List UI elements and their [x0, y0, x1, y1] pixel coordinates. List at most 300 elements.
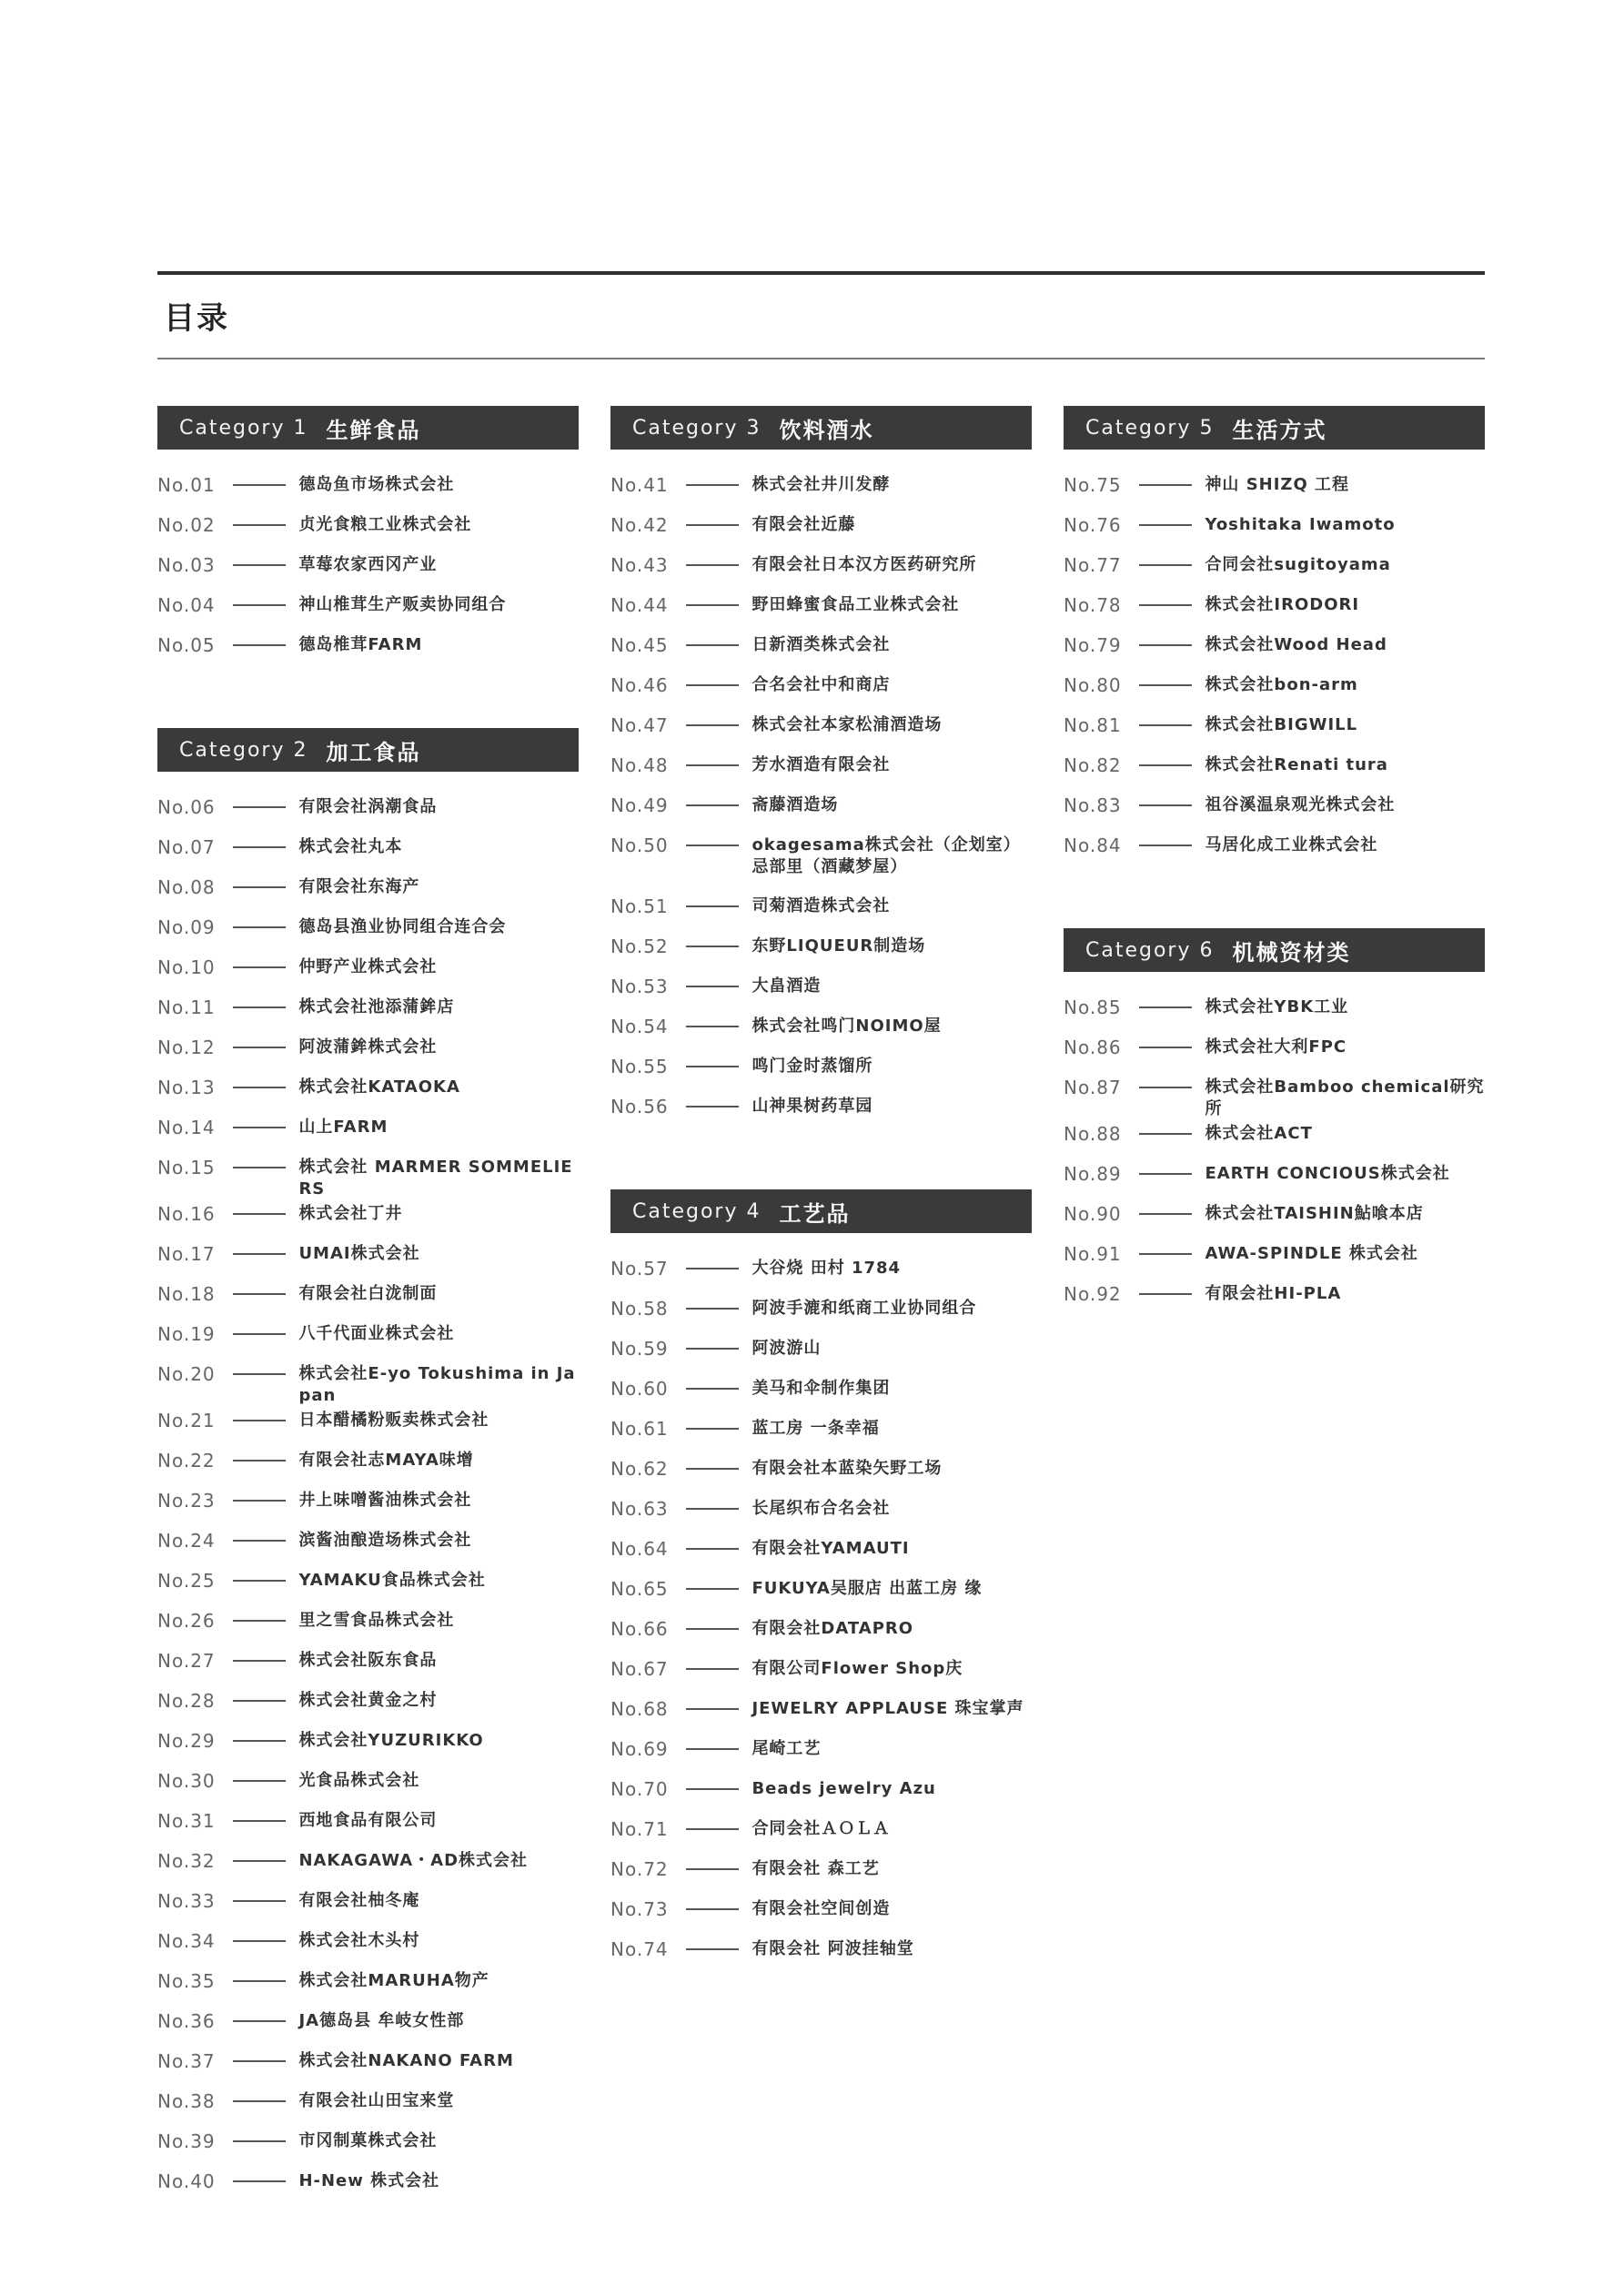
leader-line	[686, 1588, 739, 1590]
list-item[interactable]	[157, 1607, 579, 1647]
leader-line	[233, 1373, 286, 1375]
entry-name: 株式会社本家松浦酒造场	[751, 715, 943, 734]
column-3	[1064, 406, 1485, 1377]
list-item[interactable]	[610, 1335, 1032, 1375]
category-name: 加工食品	[326, 739, 421, 765]
leader-line	[233, 1006, 286, 1008]
list-item[interactable]	[610, 1093, 1032, 1133]
leader-line	[1139, 804, 1192, 806]
category-name: 机械资材类	[1232, 939, 1351, 966]
leader-line	[686, 946, 739, 947]
entry-name: 株式会社IRODORI	[1205, 595, 1360, 614]
list-item[interactable]	[610, 1936, 1032, 1976]
entry-name: 马居化成工业株式会社	[1205, 835, 1378, 855]
list-item[interactable]	[610, 1775, 1032, 1816]
entry-number: No.41	[610, 474, 669, 496]
entry-name: 株式会社 MARMER SOMMELIERS	[298, 1158, 573, 1199]
list-item[interactable]	[610, 1255, 1032, 1295]
entry-number: No.05	[157, 634, 216, 656]
entry-name: EARTH CONCIOUS株式会社	[1205, 1164, 1450, 1183]
entry-number: No.61	[610, 1418, 669, 1440]
leader-line	[686, 1026, 739, 1027]
leader-line	[233, 1740, 286, 1742]
entry-list	[1064, 471, 1485, 872]
list-item[interactable]	[610, 1375, 1032, 1415]
entry-number: No.04	[157, 594, 216, 616]
entry-number: No.19	[157, 1323, 216, 1345]
list-item[interactable]	[1064, 1200, 1485, 1240]
entry-name: 有限会社HI-PLA	[1205, 1284, 1342, 1303]
entry-name: 合名会社中和商店	[751, 675, 891, 694]
leader-line	[233, 2140, 286, 2142]
list-item[interactable]	[610, 1053, 1032, 1093]
entry-number: No.39	[157, 2130, 216, 2152]
list-item[interactable]	[157, 1487, 579, 1527]
leader-line	[233, 1047, 286, 1048]
list-item[interactable]	[157, 1807, 579, 1847]
list-item[interactable]	[1064, 1280, 1485, 1320]
leader-line	[686, 684, 739, 686]
list-item[interactable]	[157, 794, 579, 834]
leader-line	[233, 1820, 286, 1822]
entry-name: 株式会社池添蒲鉾店	[298, 997, 455, 1017]
leader-line	[1139, 604, 1192, 606]
entry-list	[610, 471, 1032, 1133]
entry-number: No.57	[610, 1258, 669, 1279]
entry-name: okagesama株式会社（企划室） 忌部里（酒藏梦屋）	[751, 835, 1021, 876]
entry-number: No.28	[157, 1690, 216, 1712]
leader-line	[233, 1940, 286, 1942]
leader-line	[233, 2020, 286, 2022]
list-item[interactable]	[1064, 632, 1485, 672]
entry-name: 德岛椎茸FARM	[298, 635, 423, 654]
entry-name: 东野LIQUEUR制造场	[751, 936, 926, 956]
category-name: 生活方式	[1232, 417, 1327, 443]
leader-line	[686, 524, 739, 526]
leader-line	[233, 1127, 286, 1128]
leader-line	[686, 1628, 739, 1630]
entry-number: No.85	[1064, 996, 1122, 1018]
entry-name: 斋藤酒造场	[751, 795, 839, 814]
list-item[interactable]	[610, 1295, 1032, 1335]
list-item[interactable]	[1064, 832, 1485, 872]
entry-number: No.06	[157, 796, 216, 818]
entry-name: 大谷烧 田村 1784	[751, 1259, 902, 1278]
leader-line	[233, 564, 286, 566]
entry-name: 株式会社bon-arm	[1205, 675, 1358, 694]
list-item[interactable]	[610, 712, 1032, 752]
category-name: 生鲜食品	[326, 417, 421, 443]
list-item[interactable]	[610, 933, 1032, 973]
entry-number: No.89	[1064, 1163, 1122, 1185]
entry-list	[157, 794, 579, 2208]
leader-line	[233, 1780, 286, 1782]
leader-line	[686, 604, 739, 606]
leader-line	[1139, 1253, 1192, 1255]
leader-line	[686, 986, 739, 987]
list-item[interactable]	[610, 511, 1032, 551]
entry-name: 有限会社日本汉方医药研究所	[751, 555, 977, 574]
leader-line	[686, 644, 739, 646]
leader-line	[686, 905, 739, 907]
leader-line	[1139, 564, 1192, 566]
entry-name: 西地食品有限公司	[298, 1811, 438, 1830]
entry-name: 日本醋橘粉贩卖株式会社	[298, 1411, 489, 1430]
list-item[interactable]	[1064, 511, 1485, 551]
entry-name: 株式会社鸣门NOIMO屋	[751, 1017, 942, 1036]
entry-name: 长尾织布合名会社	[751, 1499, 891, 1518]
entry-number: No.81	[1064, 714, 1122, 736]
list-item[interactable]	[610, 1013, 1032, 1053]
leader-line	[686, 1268, 739, 1269]
entry-number: No.83	[1064, 794, 1122, 816]
leader-line	[233, 1860, 286, 1862]
entry-number: No.24	[157, 1530, 216, 1552]
category-header	[610, 1189, 1032, 1233]
category-label: Category 1	[179, 416, 308, 440]
entry-number: No.82	[1064, 754, 1122, 776]
entry-name: 尾崎工艺	[751, 1739, 822, 1758]
entry-name: 有限会社白泷制面	[298, 1284, 438, 1303]
entry-number: No.56	[610, 1096, 669, 1118]
entry-number: No.45	[610, 634, 669, 656]
list-item[interactable]	[157, 2128, 579, 2168]
entry-number: No.92	[1064, 1283, 1122, 1305]
leader-line	[686, 1388, 739, 1390]
list-item[interactable]	[610, 792, 1032, 832]
entry-name: 里之雪食品株式会社	[298, 1611, 455, 1630]
entry-name: 阿波蒲鉾株式会社	[298, 1037, 438, 1057]
leader-line	[233, 2180, 286, 2182]
list-item[interactable]	[610, 592, 1032, 632]
leader-line	[1139, 644, 1192, 646]
list-item[interactable]	[157, 1154, 579, 1200]
leader-line	[233, 2060, 286, 2062]
entry-list	[610, 1255, 1032, 1976]
entry-name: NAKAGAWA・AD株式会社	[298, 1851, 529, 1870]
entry-name: 株式会社丁井	[298, 1204, 403, 1223]
entry-number: No.40	[157, 2170, 216, 2192]
list-item[interactable]	[610, 471, 1032, 511]
list-item[interactable]	[157, 551, 579, 592]
entry-name: 山上FARM	[298, 1118, 388, 1137]
list-item[interactable]	[610, 1856, 1032, 1896]
entry-number: No.42	[610, 514, 669, 536]
list-item[interactable]	[610, 752, 1032, 792]
entry-name: 株式会社KATAOKA	[298, 1077, 460, 1097]
list-item[interactable]	[610, 832, 1032, 893]
entry-name: JEWELRY APPLAUSE 珠宝掌声	[751, 1699, 1024, 1718]
entry-name: 市冈制菓株式会社	[298, 2131, 438, 2150]
entry-number: No.02	[157, 514, 216, 536]
entry-name: 有限会社空间创造	[751, 1899, 891, 1918]
list-item[interactable]	[157, 1967, 579, 2008]
list-item[interactable]	[1064, 471, 1485, 511]
entry-name: 株式会社YUZURIKKO	[298, 1731, 484, 1750]
entry-number: No.09	[157, 916, 216, 938]
entry-name: 大畠酒造	[751, 976, 822, 996]
list-item[interactable]	[1064, 1120, 1485, 1160]
entry-number: No.51	[610, 895, 669, 917]
entry-number: No.64	[610, 1538, 669, 1560]
entry-number: No.10	[157, 956, 216, 978]
list-item[interactable]	[610, 973, 1032, 1013]
list-item[interactable]	[157, 1280, 579, 1320]
entry-name: FUKUYA吴服店 出蓝工房 缘	[751, 1579, 983, 1598]
list-item[interactable]	[610, 1535, 1032, 1575]
list-item[interactable]	[157, 994, 579, 1034]
list-item[interactable]	[610, 672, 1032, 712]
list-item[interactable]	[610, 1655, 1032, 1695]
entry-name: 贞光食粮工业株式会社	[298, 515, 472, 534]
category-name: 饮料酒水	[779, 417, 874, 443]
list-item[interactable]	[157, 1927, 579, 1967]
list-item[interactable]	[157, 1567, 579, 1607]
entry-number: No.25	[157, 1570, 216, 1592]
list-item[interactable]	[1064, 994, 1485, 1034]
leader-line	[233, 1580, 286, 1582]
entry-number: No.11	[157, 996, 216, 1018]
leader-line	[1139, 1047, 1192, 1048]
entry-number: No.75	[1064, 474, 1122, 496]
list-item[interactable]	[157, 511, 579, 551]
entry-name: 草莓农家西冈产业	[298, 555, 438, 574]
list-item[interactable]	[157, 1887, 579, 1927]
list-item[interactable]	[1064, 1034, 1485, 1074]
category-1-section	[157, 406, 579, 672]
entry-number: No.30	[157, 1770, 216, 1792]
leader-line	[233, 1253, 286, 1255]
entry-name: 有限会社 森工艺	[751, 1859, 880, 1878]
entry-number: No.17	[157, 1243, 216, 1265]
leader-line	[1139, 1293, 1192, 1295]
entry-name: 阿波手漉和纸商工业协同组合	[751, 1299, 977, 1318]
list-item[interactable]	[157, 1360, 579, 1407]
entry-number: No.53	[610, 976, 669, 997]
entry-number: No.49	[610, 794, 669, 816]
entry-number: No.43	[610, 554, 669, 576]
entry-number: No.01	[157, 474, 216, 496]
list-item[interactable]	[1064, 592, 1485, 632]
list-item[interactable]	[157, 1074, 579, 1114]
list-item[interactable]	[157, 632, 579, 672]
entry-number: No.67	[610, 1658, 669, 1680]
leader-line	[233, 604, 286, 606]
list-item[interactable]	[610, 1816, 1032, 1856]
entry-number: No.63	[610, 1498, 669, 1520]
entry-name: 滨酱油酿造场株式会社	[298, 1531, 472, 1550]
leader-line	[686, 845, 739, 846]
leader-line	[686, 724, 739, 726]
entry-name: 光食品株式会社	[298, 1771, 420, 1790]
leader-line	[686, 1348, 739, 1350]
entry-number: No.54	[610, 1016, 669, 1037]
list-item[interactable]	[157, 1240, 579, 1280]
list-item[interactable]	[157, 1407, 579, 1447]
leader-line	[686, 564, 739, 566]
entry-name: 蓝工房 一条幸福	[751, 1419, 880, 1438]
entry-name: 有限会社柚冬庵	[298, 1891, 420, 1910]
entry-name: 有限会社东海产	[298, 877, 420, 896]
leader-line	[1139, 1213, 1192, 1215]
list-item[interactable]	[157, 954, 579, 994]
leader-line	[1139, 484, 1192, 486]
entry-name: YAMAKU食品株式会社	[298, 1571, 486, 1590]
entry-name: 株式会社TAISHIN鮎喰本店	[1205, 1204, 1424, 1223]
leader-line	[1139, 1133, 1192, 1135]
entry-number: No.68	[610, 1698, 669, 1720]
list-item[interactable]	[1064, 672, 1485, 712]
list-item[interactable]	[157, 1847, 579, 1887]
list-item[interactable]	[1064, 792, 1485, 832]
leader-line	[233, 1420, 286, 1421]
leader-line	[233, 1980, 286, 1982]
entry-list	[157, 471, 579, 672]
entry-number: No.87	[1064, 1077, 1122, 1098]
leader-line	[233, 1087, 286, 1088]
entry-number: No.88	[1064, 1123, 1122, 1145]
list-item[interactable]	[157, 874, 579, 914]
list-item[interactable]	[157, 1320, 579, 1360]
entry-number: No.27	[157, 1650, 216, 1672]
list-item[interactable]	[1064, 712, 1485, 752]
entry-name: 株式会社木头村	[298, 1931, 420, 1950]
entry-number: No.08	[157, 876, 216, 898]
leader-line	[233, 1660, 286, 1662]
entry-number: No.37	[157, 2050, 216, 2072]
list-item[interactable]	[157, 1687, 579, 1727]
entry-number: No.84	[1064, 834, 1122, 856]
list-item[interactable]	[1064, 551, 1485, 592]
entry-name: 美马和伞制作集团	[751, 1379, 891, 1398]
entry-number: No.91	[1064, 1243, 1122, 1265]
list-item[interactable]	[157, 2168, 579, 2208]
entry-name: UMAI株式会社	[298, 1244, 420, 1263]
leader-line	[233, 846, 286, 848]
entry-name: 株式会社YBK工业	[1205, 997, 1349, 1017]
entry-name: 芳水酒造有限会社	[751, 755, 891, 774]
entry-number: No.55	[610, 1056, 669, 1077]
list-item[interactable]	[157, 1727, 579, 1767]
entry-name: AWA-SPINDLE 株式会社	[1205, 1244, 1418, 1263]
entry-number: No.77	[1064, 554, 1122, 576]
list-item[interactable]	[157, 471, 579, 511]
entry-number: No.62	[610, 1458, 669, 1480]
leader-line	[233, 1460, 286, 1462]
entry-name: 株式会社Renati tura	[1205, 755, 1388, 774]
list-item[interactable]	[610, 1735, 1032, 1775]
list-item[interactable]	[610, 551, 1032, 592]
leader-line	[233, 484, 286, 486]
category-2-section	[157, 728, 579, 2208]
category-header	[1064, 928, 1485, 972]
category-header	[610, 406, 1032, 450]
entry-number: No.80	[1064, 674, 1122, 696]
list-item[interactable]	[157, 592, 579, 632]
list-item[interactable]	[157, 1647, 579, 1687]
entry-number: No.12	[157, 1037, 216, 1058]
entry-number: No.15	[157, 1157, 216, 1178]
entry-number: No.76	[1064, 514, 1122, 536]
leader-line	[233, 1540, 286, 1542]
entry-name: 株式会社黄金之村	[298, 1691, 438, 1710]
entry-number: No.03	[157, 554, 216, 576]
entry-name: 株式会社Bamboo chemical研究所	[1205, 1077, 1485, 1118]
list-item[interactable]	[610, 1896, 1032, 1936]
leader-line	[233, 1700, 286, 1702]
entry-name: 司菊酒造株式会社	[751, 896, 891, 915]
list-item[interactable]	[610, 893, 1032, 933]
entry-number: No.60	[610, 1378, 669, 1400]
list-item[interactable]	[610, 1615, 1032, 1655]
leader-line	[233, 1900, 286, 1902]
list-item[interactable]	[1064, 752, 1485, 792]
entry-number: No.21	[157, 1410, 216, 1431]
entry-number: No.22	[157, 1450, 216, 1472]
entry-name: 有限会社 阿波挂轴堂	[751, 1939, 914, 1958]
list-item[interactable]	[157, 1200, 579, 1240]
entry-name: 神山椎茸生产贩卖协同组合	[298, 595, 507, 614]
title-rule	[157, 358, 1485, 359]
list-item[interactable]	[610, 632, 1032, 672]
list-item[interactable]	[157, 2088, 579, 2128]
entry-number: No.16	[157, 1203, 216, 1225]
list-item[interactable]	[157, 834, 579, 874]
list-item[interactable]	[610, 1495, 1032, 1535]
entry-number: No.86	[1064, 1037, 1122, 1058]
entry-name: 株式会社丸本	[298, 837, 403, 856]
leader-line	[1139, 1173, 1192, 1175]
list-item[interactable]	[610, 1415, 1032, 1455]
entry-name: 株式会社Wood Head	[1205, 635, 1387, 654]
category-3-section	[610, 406, 1032, 1133]
leader-line	[233, 524, 286, 526]
leader-line	[686, 1106, 739, 1108]
list-item[interactable]	[610, 1455, 1032, 1495]
list-item[interactable]	[157, 914, 579, 954]
list-item[interactable]	[157, 1114, 579, 1154]
leader-line	[686, 1868, 739, 1870]
entry-number: No.78	[1064, 594, 1122, 616]
list-item[interactable]	[1064, 1160, 1485, 1200]
leader-line	[1139, 524, 1192, 526]
category-4-section	[610, 1189, 1032, 1976]
entry-number: No.20	[157, 1363, 216, 1385]
top-rule	[157, 271, 1485, 275]
list-item[interactable]	[157, 1767, 579, 1807]
entry-name: 合同会社sugitoyama	[1205, 555, 1391, 574]
leader-line	[686, 484, 739, 486]
entry-name: 神山 SHIZQ 工程	[1205, 475, 1350, 494]
category-label: Category 6	[1085, 938, 1215, 962]
list-item[interactable]	[610, 1575, 1032, 1615]
list-item[interactable]	[157, 2008, 579, 2048]
list-item[interactable]	[157, 1527, 579, 1567]
leader-line	[686, 1948, 739, 1950]
list-item[interactable]	[157, 1447, 579, 1487]
entry-number: No.72	[610, 1858, 669, 1880]
list-item[interactable]	[157, 1034, 579, 1074]
entry-name: 有限会社涡潮食品	[298, 797, 438, 816]
entry-number: No.69	[610, 1738, 669, 1760]
list-item[interactable]	[1064, 1240, 1485, 1280]
entry-name: 鸣门金时蒸馏所	[751, 1057, 873, 1076]
leader-line	[233, 1620, 286, 1622]
list-item[interactable]	[610, 1695, 1032, 1735]
leader-line	[686, 1508, 739, 1510]
list-item[interactable]	[1064, 1074, 1485, 1120]
list-item[interactable]	[157, 2048, 579, 2088]
